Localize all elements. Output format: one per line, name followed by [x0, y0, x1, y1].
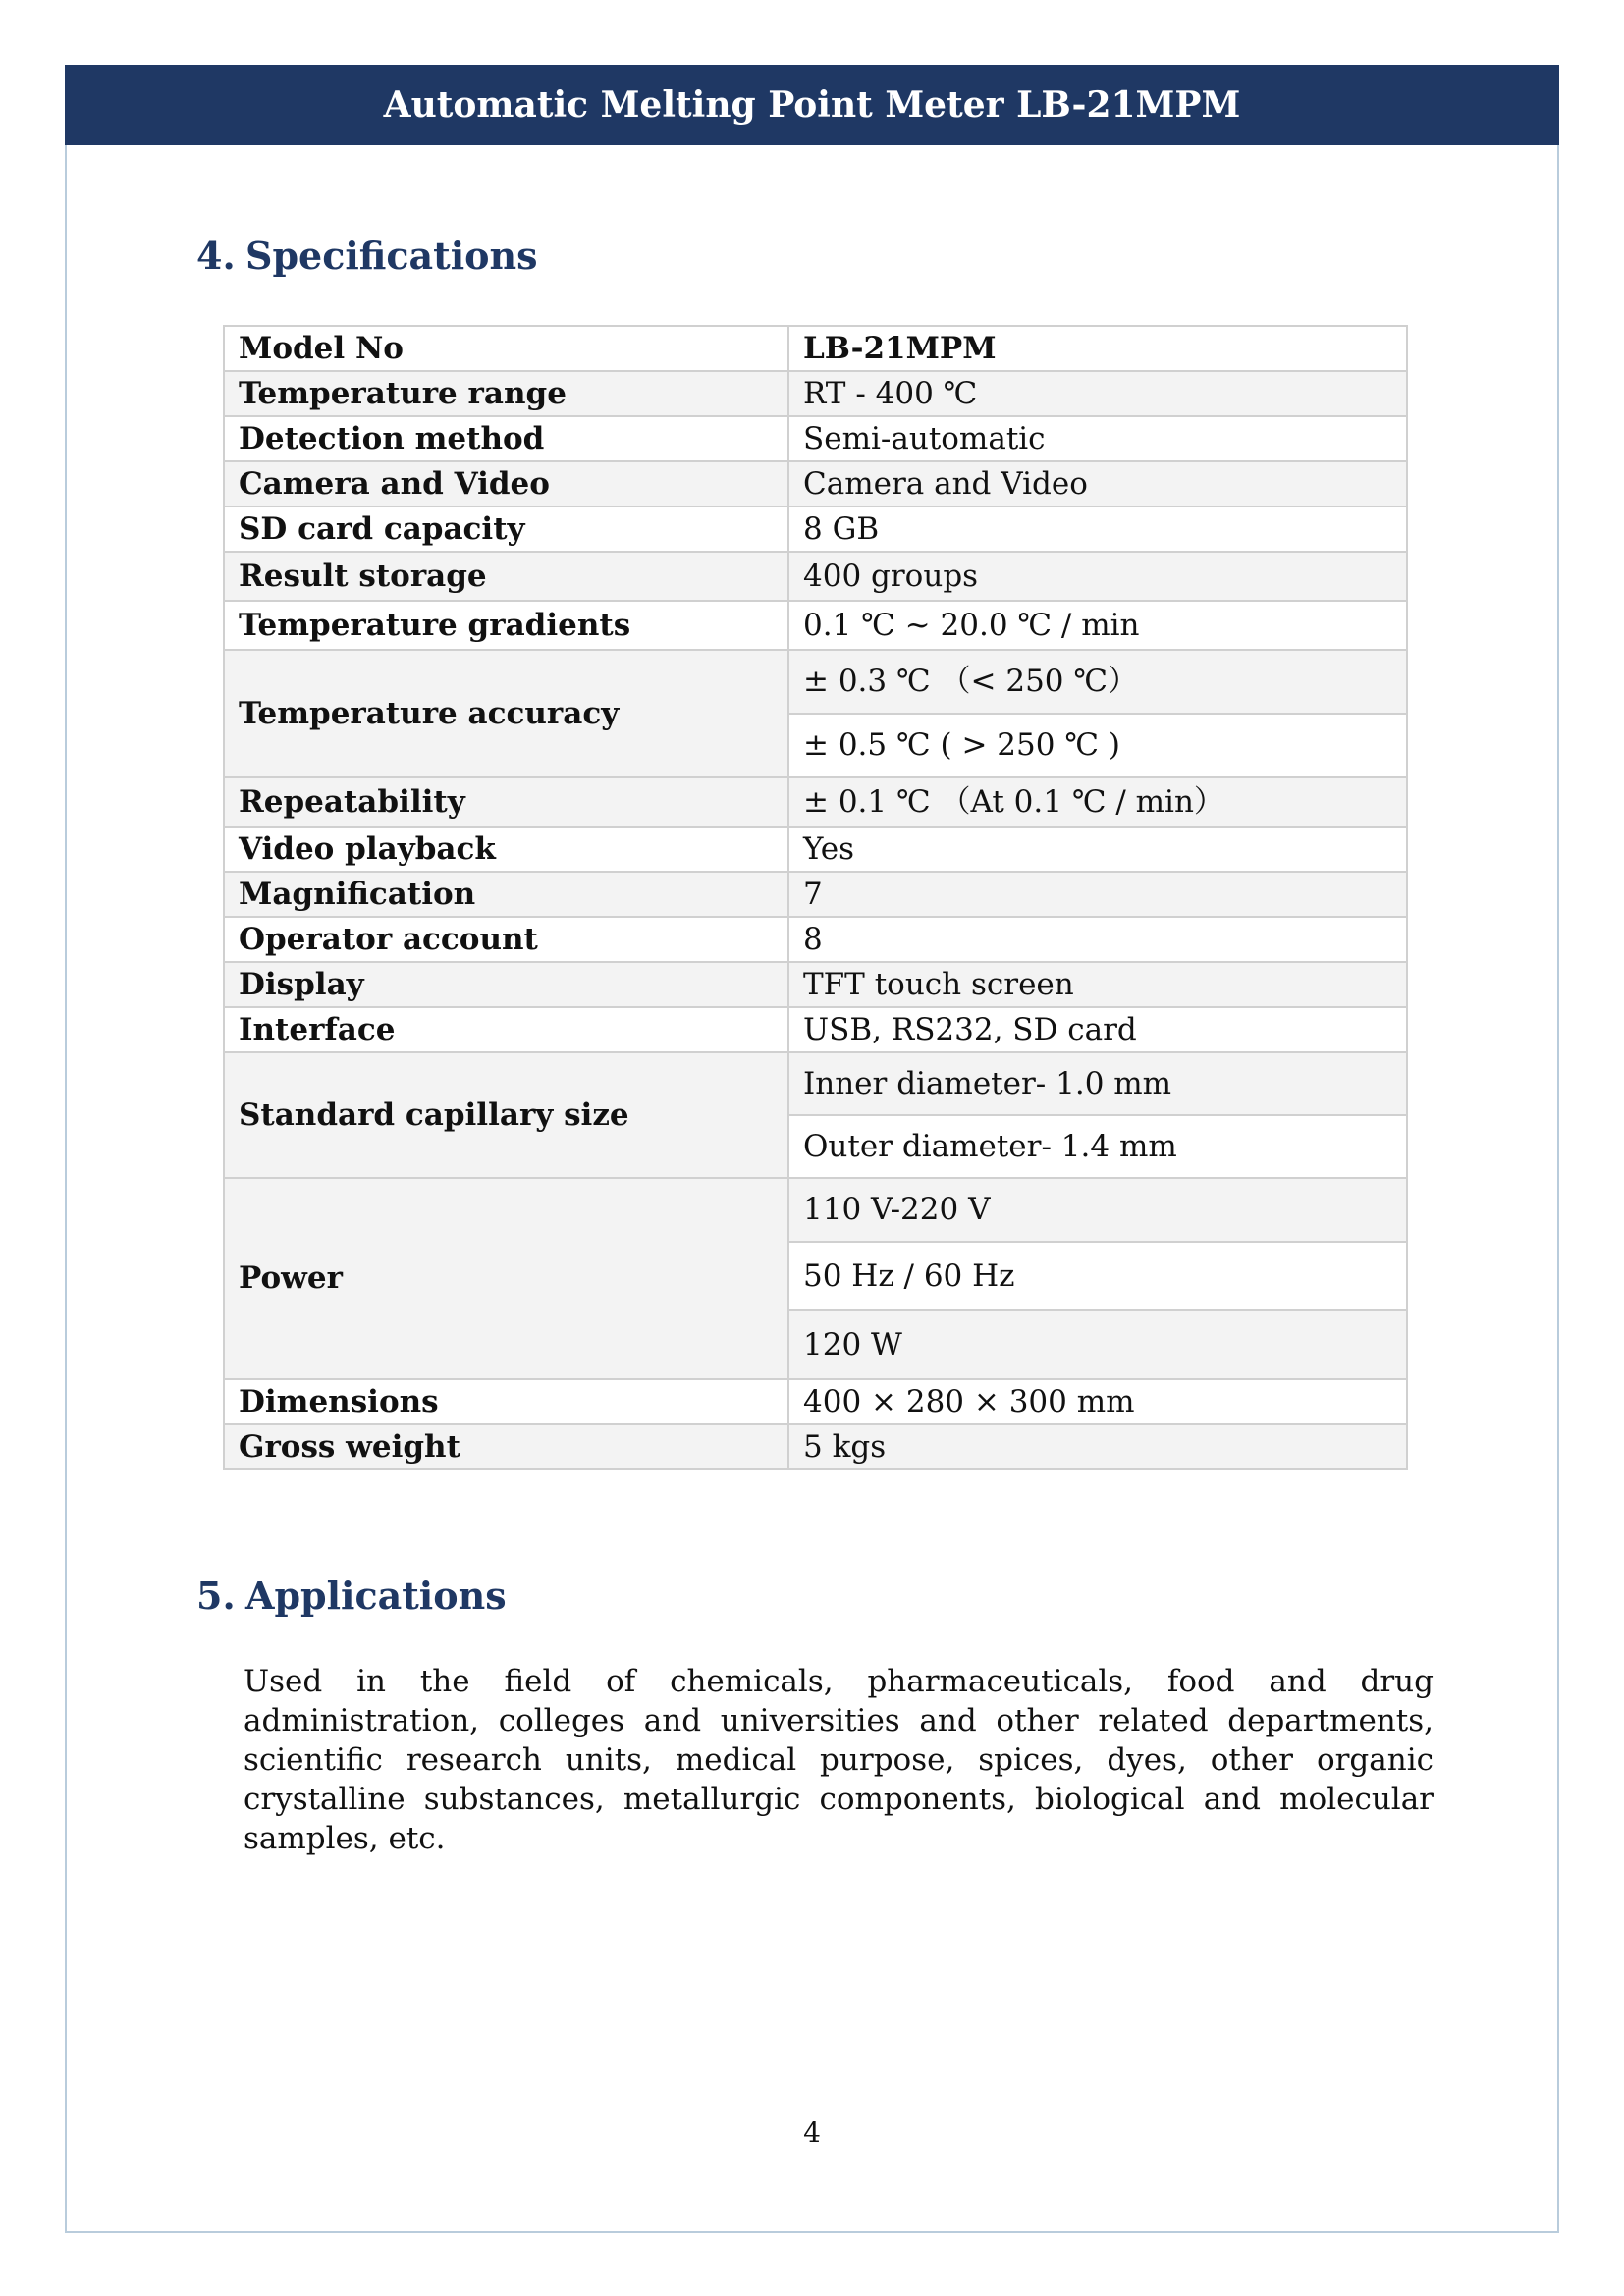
- spec-value: LB-21MPM: [788, 326, 1407, 371]
- spec-value: 7: [788, 872, 1407, 917]
- table-row: [224, 326, 1407, 371]
- spec-label: Interface: [224, 1007, 788, 1052]
- specifications-heading: [196, 234, 538, 278]
- spec-value: 50 Hz / 60 Hz: [788, 1242, 1407, 1310]
- spec-label: Standard capillary size: [224, 1052, 788, 1178]
- table-row: [224, 917, 1407, 962]
- page-number: 4: [803, 2116, 821, 2149]
- specifications-table: [223, 325, 1408, 1470]
- spec-value: USB, RS232, SD card: [788, 1007, 1407, 1052]
- section-title-text: Applications: [245, 1574, 507, 1618]
- spec-value: Inner diameter- 1.0 mm: [788, 1052, 1407, 1115]
- spec-label: Temperature range: [224, 371, 788, 416]
- spec-label: Temperature accuracy: [224, 650, 788, 777]
- section-number: 4.: [196, 234, 236, 278]
- table-row: [224, 371, 1407, 416]
- spec-value: 8 GB: [788, 507, 1407, 552]
- spec-value: 400 × 280 × 300 mm: [788, 1379, 1407, 1424]
- table-row: [224, 777, 1407, 827]
- spec-value: RT - 400 ℃: [788, 371, 1407, 416]
- spec-value: ± 0.1 ℃ （At 0.1 ℃ / min）: [788, 777, 1407, 827]
- table-row: [224, 1178, 1407, 1242]
- spec-value: 110 V-220 V: [788, 1178, 1407, 1242]
- table-row: [224, 461, 1407, 507]
- spec-label: Model No: [224, 326, 788, 371]
- spec-value: 400 groups: [788, 552, 1407, 601]
- table-row: [224, 1424, 1407, 1469]
- document-header: [65, 65, 1559, 145]
- spec-value: 0.1 ℃ ~ 20.0 ℃ / min: [788, 601, 1407, 650]
- spec-value: ± 0.3 ℃ （< 250 ℃）: [788, 650, 1407, 714]
- spec-label: Magnification: [224, 872, 788, 917]
- spec-value: ± 0.5 ℃ ( > 250 ℃ ): [788, 714, 1407, 777]
- table-row: [224, 416, 1407, 461]
- section-number: 5.: [196, 1574, 236, 1618]
- spec-value: 5 kgs: [788, 1424, 1407, 1469]
- document-title: Automatic Melting Point Meter LB-21MPM: [383, 84, 1241, 126]
- section-title-text: Specifications: [245, 234, 538, 278]
- table-row: [224, 507, 1407, 552]
- spec-label: Operator account: [224, 917, 788, 962]
- table-row: [224, 827, 1407, 872]
- spec-value: Yes: [788, 827, 1407, 872]
- spec-value: Semi-automatic: [788, 416, 1407, 461]
- spec-label: SD card capacity: [224, 507, 788, 552]
- applications-paragraph: Used in the field of chemicals, pharmaceuticals, food and drug administration, colleges and universities and other related departments, scientific research units, medical purpose, spices, dyes, other organic crystalline substances, metallurgic components, biological and molecular samples, etc.: [244, 1664, 1434, 1856]
- spec-value: Outer diameter- 1.4 mm: [788, 1115, 1407, 1178]
- spec-value: TFT touch screen: [788, 962, 1407, 1007]
- spec-value: 8: [788, 917, 1407, 962]
- spec-label: Temperature gradients: [224, 601, 788, 650]
- spec-label: Video playback: [224, 827, 788, 872]
- table-row: [224, 552, 1407, 601]
- spec-label: Gross weight: [224, 1424, 788, 1469]
- spec-label: Display: [224, 962, 788, 1007]
- spec-label: Power: [224, 1178, 788, 1379]
- spec-label: Camera and Video: [224, 461, 788, 507]
- table-row: [224, 650, 1407, 714]
- spec-label: Result storage: [224, 552, 788, 601]
- applications-heading: [196, 1574, 507, 1618]
- table-row: [224, 1052, 1407, 1115]
- table-row: [224, 601, 1407, 650]
- spec-value: 120 W: [788, 1310, 1407, 1379]
- table-row: [224, 1007, 1407, 1052]
- spec-label: Repeatability: [224, 777, 788, 827]
- spec-label: Dimensions: [224, 1379, 788, 1424]
- spec-value: Camera and Video: [788, 461, 1407, 507]
- table-row: [224, 872, 1407, 917]
- table-row: [224, 962, 1407, 1007]
- table-row: [224, 1379, 1407, 1424]
- spec-label: Detection method: [224, 416, 788, 461]
